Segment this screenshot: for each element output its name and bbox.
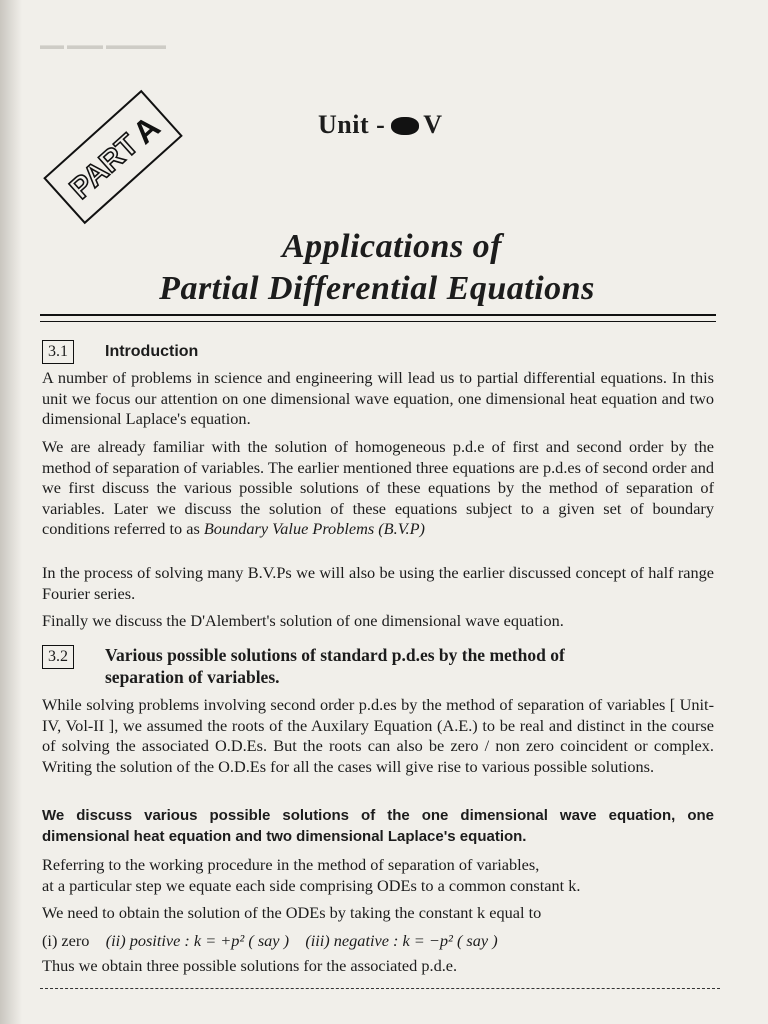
section-number: 3.2	[42, 645, 74, 669]
chapter-title-line1: Applications of	[281, 228, 503, 265]
page-bottom-dashed-rule	[40, 988, 720, 989]
bvp-term: Boundary Value Problems (B.V.P)	[203, 519, 425, 538]
intro-paragraph-2	[42, 437, 714, 540]
section-heading-line1: Various possible solutions of standard p.d.es by the method of	[105, 645, 565, 665]
paragraph-line: Referring to the working procedure in the method of separation of variables,	[42, 855, 540, 874]
intro-paragraph-3: In the process of solving many B.V.Ps we will also be using the earlier discussed concept of half range Fourier series.	[42, 563, 714, 603]
part-a-badge	[38, 82, 188, 232]
badge-part-text: PART	[63, 127, 145, 206]
title-rule-thick	[40, 314, 716, 316]
section2-paragraph-3	[42, 855, 714, 896]
chapter-title-line2: Partial Differential Equations	[159, 270, 595, 307]
page-edge-shadow	[0, 0, 22, 1024]
section2-paragraph-4: We need to obtain the solution of the ODEs by taking the constant k equal to	[42, 903, 542, 922]
constant-cases	[42, 931, 714, 951]
paragraph-line: at a particular step we equate each side comprising ODEs to a common constant k.	[42, 875, 581, 895]
section2-paragraph-5: Thus we obtain three possible solutions for the associated p.d.e.	[42, 956, 458, 975]
section-number: 3.1	[42, 340, 74, 364]
unit-numeral: V	[423, 110, 443, 139]
section-heading-line2: separation of variables.	[105, 667, 280, 687]
section-heading: Introduction	[105, 343, 199, 360]
section2-paragraph-1: While solving problems involving second order p.d.es by the method of separation of variables [ Unit-IV, Vol-II ], we assumed the roots of the Auxilary Equation (A.E.) to be real and distinct in the course of solving the associated O.D.Es. But the roots can also be zero / non zero coincident or complex. Writing the solution of the O.D.Es for all the cases will give rise to various possible solutions.	[42, 695, 714, 776]
badge-letter-text: A	[125, 108, 167, 151]
unit-title	[318, 110, 443, 140]
redaction-blot	[391, 117, 419, 135]
bleed-through-text: ▬▬ ▬▬▬ ▬▬▬▬▬	[40, 38, 166, 52]
intro-paragraph-4: Finally we discuss the D'Alembert's solution of one dimensional wave equation.	[42, 611, 564, 630]
case-positive: (ii) positive : k = +p² ( say )	[105, 931, 290, 950]
intro-paragraph-2-text: We are already familiar with the solution of homogeneous p.d.e of first and second order by the method of separation of variables. The earlier mentioned three equations are p.d.es of second order and we first discuss the various possible solutions of these equations by the method of separation of variables. Later we discuss the solution of these equations subject to a given set of boundary conditions referred to as	[42, 437, 714, 538]
section2-bold-paragraph: We discuss various possible solutions of the one dimensional wave equation, one dimensional heat equation and two dimensional Laplace's equation.	[42, 807, 714, 845]
unit-prefix: Unit -	[318, 110, 386, 139]
case-zero: (i) zero	[42, 931, 90, 950]
intro-paragraph-1: A number of problems in science and engineering will lead us to partial differential equations. In this unit we focus our attention on one dimensional wave equation, one dimensional heat equation and two dimensional Laplace's equation.	[42, 368, 714, 428]
case-negative: (iii) negative : k = −p² ( say )	[305, 931, 498, 950]
title-rule-thin	[40, 321, 716, 322]
